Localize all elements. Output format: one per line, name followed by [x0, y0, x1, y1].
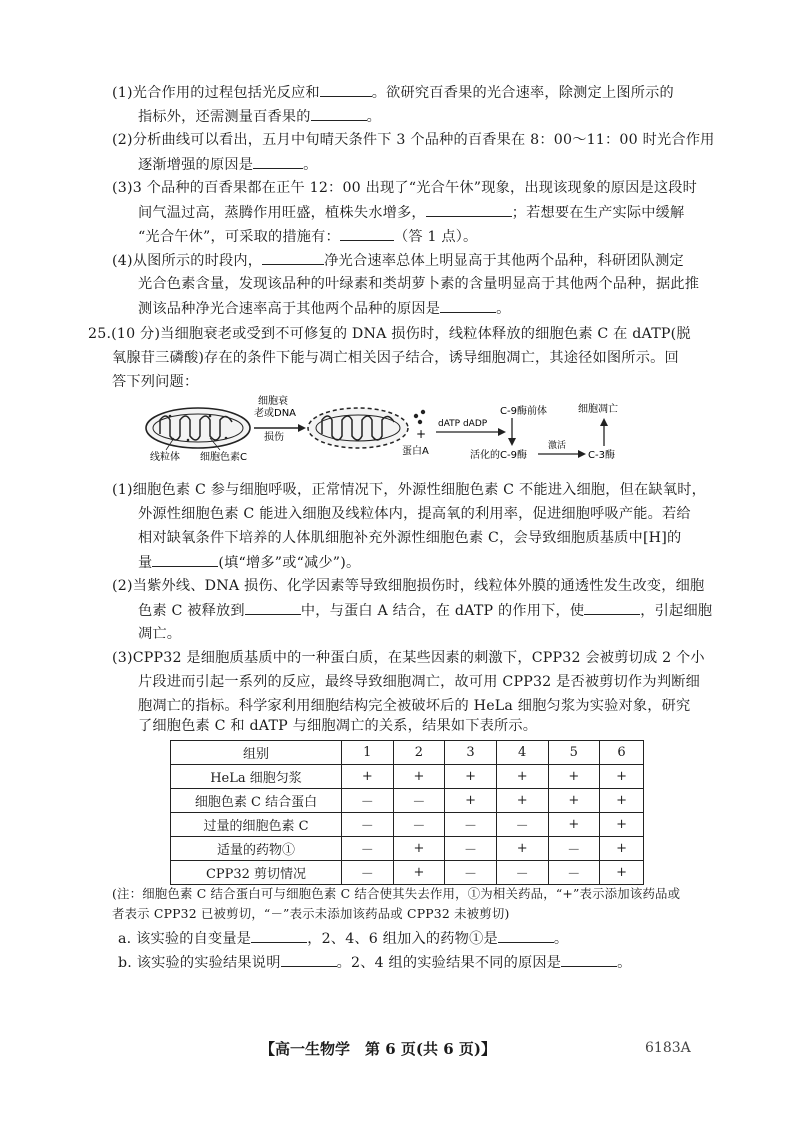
arrow-head — [298, 424, 306, 432]
cytochrome-c-label: 细胞色素C — [200, 452, 247, 463]
apoptosis-label: 细胞凋亡 — [578, 404, 618, 415]
q25-part1-line4: 量 (填“增多”或“减少”)。 — [138, 552, 360, 573]
q25-part2-line2: 色素 C 被释放到 中，与蛋白 A 结合，在 dATP 的作用下，使 ，引起细胞 — [138, 600, 712, 621]
answer-blank[interactable] — [340, 226, 394, 241]
q25-part1-line2: 外源性细胞色素 C 能进入细胞及线粒体内，提高氧的利用率，促进细胞呼吸产能。若给 — [138, 506, 691, 522]
row-label-cell: 过量的细胞色素 C — [171, 813, 342, 837]
c3-label: C-3酶 — [588, 450, 615, 461]
table-cell: － — [342, 837, 394, 861]
arrow-label-2: 老或DNA — [254, 408, 297, 419]
table-cell: － — [496, 813, 548, 837]
table-row — [171, 861, 644, 885]
answer-blank[interactable] — [281, 952, 337, 967]
q24-part1-line1: (1)光合作用的过程包括光反应和 。欲研究百香果的光合速率，除测定上图所示的 — [112, 82, 674, 103]
answer-blank[interactable] — [262, 250, 324, 265]
table-cell: － — [342, 813, 394, 837]
table-cell: + — [496, 765, 548, 789]
activate-label: 激活 — [548, 441, 567, 451]
page-footer: 【高一生物学 第 6 页(共 6 页)】 — [260, 1040, 496, 1058]
table-cell: 4 — [496, 741, 548, 765]
q24-part4-line1: (4)从图所示的时段内， 净光合速率总体上明显高于其他两个品种，科研团队测定 — [112, 250, 684, 271]
arrow-head — [600, 418, 608, 426]
answer-blank[interactable] — [584, 600, 640, 615]
row-label-cell: CPP32 剪切情况 — [171, 861, 342, 885]
row-label-cell: HeLa 细胞匀浆 — [171, 765, 342, 789]
datp-label: dATP dADP — [438, 419, 488, 429]
protein-a-label: 蛋白A — [402, 446, 429, 457]
c9-precursor-label: C-9酶前体 — [500, 406, 547, 417]
table-cell: + — [445, 765, 497, 789]
q24-part1-line2: 指标外，还需测量百香果的 。 — [138, 106, 381, 127]
answer-blank[interactable] — [320, 82, 372, 97]
q25-part3-line4: 了细胞色素 C 和 dATP 与细胞凋亡的关系，结果如下表所示。 — [138, 718, 538, 734]
table-cell: 1 — [342, 741, 394, 765]
row-label-cell: 细胞色素 C 结合蛋白 — [171, 789, 342, 813]
q25-part1-line1: (1)细胞色素 C 参与细胞呼吸，正常情况下，外源性细胞色素 C 不能进入细胞，但在缺氧时， — [112, 482, 706, 498]
row-label-cell: 适量的药物① — [171, 837, 342, 861]
cytochrome-c-dot — [418, 420, 422, 424]
answer-blank[interactable] — [440, 298, 496, 313]
q25-intro-line3: 答下列问题： — [112, 374, 199, 390]
table-cell: + — [496, 789, 548, 813]
arrow-head — [508, 438, 516, 446]
table-row — [171, 789, 644, 813]
cytochrome-c-dot — [421, 410, 425, 414]
table-cell: － — [548, 861, 600, 885]
q25-intro-line2: 氧腺苷三磷酸)存在的条件下能与凋亡相关因子结合，诱导细胞凋亡，其途径如图所示。回 — [112, 350, 679, 366]
table-note-line1: (注：细胞色素 C 结合蛋白可与细胞色素 C 结合使其失去作用，①为相关药品，“+”表示添加该药品或 — [112, 886, 681, 901]
answer-blank[interactable] — [498, 928, 554, 943]
cytochrome-c-dot — [414, 414, 418, 418]
arrow-head — [498, 428, 506, 436]
answer-blank[interactable] — [561, 952, 617, 967]
q25-part1-line3: 相对缺氧条件下培养的人体肌细胞补充外源性细胞色素 C，会导致细胞质基质中[H]的 — [138, 530, 682, 546]
table-cell: － — [393, 813, 445, 837]
q24-part3-line2: 间气温过高，蒸腾作用旺盛，植株失水增多， ；若想要在生产实际中缓解 — [138, 202, 684, 223]
table-cell: － — [445, 813, 497, 837]
results-table — [170, 740, 644, 885]
table-header-row — [171, 741, 644, 765]
q25-part3-line2: 片段进而引起一系列的反应，最终导致细胞凋亡，故可用 CPP32 是否被剪切作为判断细 — [138, 674, 700, 690]
table-note-line2: 者表示 CPP32 已被剪切，“－”表示未添加该药品或 CPP32 未被剪切) — [112, 906, 510, 921]
table-cell: + — [496, 837, 548, 861]
answer-blank[interactable] — [426, 202, 512, 217]
answer-blank[interactable] — [251, 928, 307, 943]
table-cell: + — [342, 765, 394, 789]
table-cell: 3 — [445, 741, 497, 765]
table-cell: + — [445, 789, 497, 813]
table-cell: － — [342, 861, 394, 885]
table-cell: 6 — [600, 741, 644, 765]
answer-blank[interactable] — [311, 106, 367, 121]
q24-part2-line2: 逐渐增强的原因是 。 — [138, 154, 318, 175]
q25-part3-b: b. 该实验的实验结果说明 。2、4 组的实验结果不同的原因是 。 — [118, 952, 632, 973]
table-cell: － — [445, 861, 497, 885]
apoptosis-pathway-diagram — [140, 394, 660, 474]
table-cell: + — [600, 765, 644, 789]
table-cell: + — [600, 789, 644, 813]
table-cell: + — [548, 813, 600, 837]
table-cell: 2 — [393, 741, 445, 765]
table-row — [171, 837, 644, 861]
table-cell: + — [548, 765, 600, 789]
q24-part3-line3: “光合午休”，可采取的措施有： （答 1 点）。 — [138, 226, 477, 247]
table-cell: + — [393, 765, 445, 789]
mitochondrion-damaged — [308, 408, 408, 448]
table-cell: － — [445, 837, 497, 861]
mitochondrion-label: 线粒体 — [150, 452, 180, 463]
table-cell: + — [548, 789, 600, 813]
q25-intro-line1: 25.(10 分)当细胞衰老或受到不可修复的 DNA 损伤时，线粒体释放的细胞色素 C 在 dATP(脱 — [88, 326, 691, 342]
plus-sign: + — [416, 427, 427, 441]
answer-blank[interactable] — [253, 154, 303, 169]
table-cell: + — [600, 813, 644, 837]
table-cell: － — [393, 789, 445, 813]
table-cell: + — [600, 861, 644, 885]
answer-blank[interactable] — [245, 600, 301, 615]
answer-blank[interactable] — [152, 552, 218, 567]
q25-part2-line1: (2)当紫外线、DNA 损伤、化学因素等导致细胞损伤时，线粒体外膜的通透性发生改变，细胞 — [112, 578, 705, 594]
q24-part4-line3: 测该品种净光合速率高于其他两个品种的原因是 。 — [138, 298, 511, 319]
table-cell: + — [600, 837, 644, 861]
c9-active-label: 活化的C-9酶 — [470, 450, 527, 461]
table-cell: + — [393, 861, 445, 885]
q25-part2-line3: 凋亡。 — [138, 626, 182, 642]
arrow-label-1: 细胞衰 — [258, 396, 288, 407]
q25-part3-line1: (3)CPP32 是细胞质基质中的一种蛋白质，在某些因素的刺激下，CPP32 会被剪切成 2 个小 — [112, 650, 705, 666]
table-cell: + — [393, 837, 445, 861]
table-cell: － — [342, 789, 394, 813]
q25-part3-line3: 胞凋亡的指标。科学家利用细胞结构完全被破坏后的 HeLa 细胞匀浆为实验对象，研究 — [138, 698, 691, 714]
q24-part2-line1: (2)分析曲线可以看出，五月中旬晴天条件下 3 个品种的百香果在 8：00～11：00 时光合作用 — [112, 132, 715, 148]
exam-code: 6183A — [645, 1040, 691, 1056]
row-label-cell: 组别 — [171, 741, 342, 765]
arrow-label-3: 损伤 — [264, 432, 284, 443]
q25-part3-a: a. 该实验的自变量是 ，2、4、6 组加入的药物①是 。 — [118, 928, 568, 949]
mitochondrion-intact — [146, 408, 250, 448]
table-cell: 5 — [548, 741, 600, 765]
table-row — [171, 765, 644, 789]
table-cell: － — [548, 837, 600, 861]
table-row — [171, 813, 644, 837]
table-cell: － — [496, 861, 548, 885]
q24-part4-line2: 光合色素含量，发现该品种的叶绿素和类胡萝卜素的含量明显高于其他两个品种，据此推 — [138, 276, 700, 292]
q24-part3-line1: (3)3 个品种的百香果都在正午 12：00 出现了“光合午休”现象，出现该现象的原因是这段时 — [112, 180, 698, 196]
arrow-head — [578, 450, 586, 458]
